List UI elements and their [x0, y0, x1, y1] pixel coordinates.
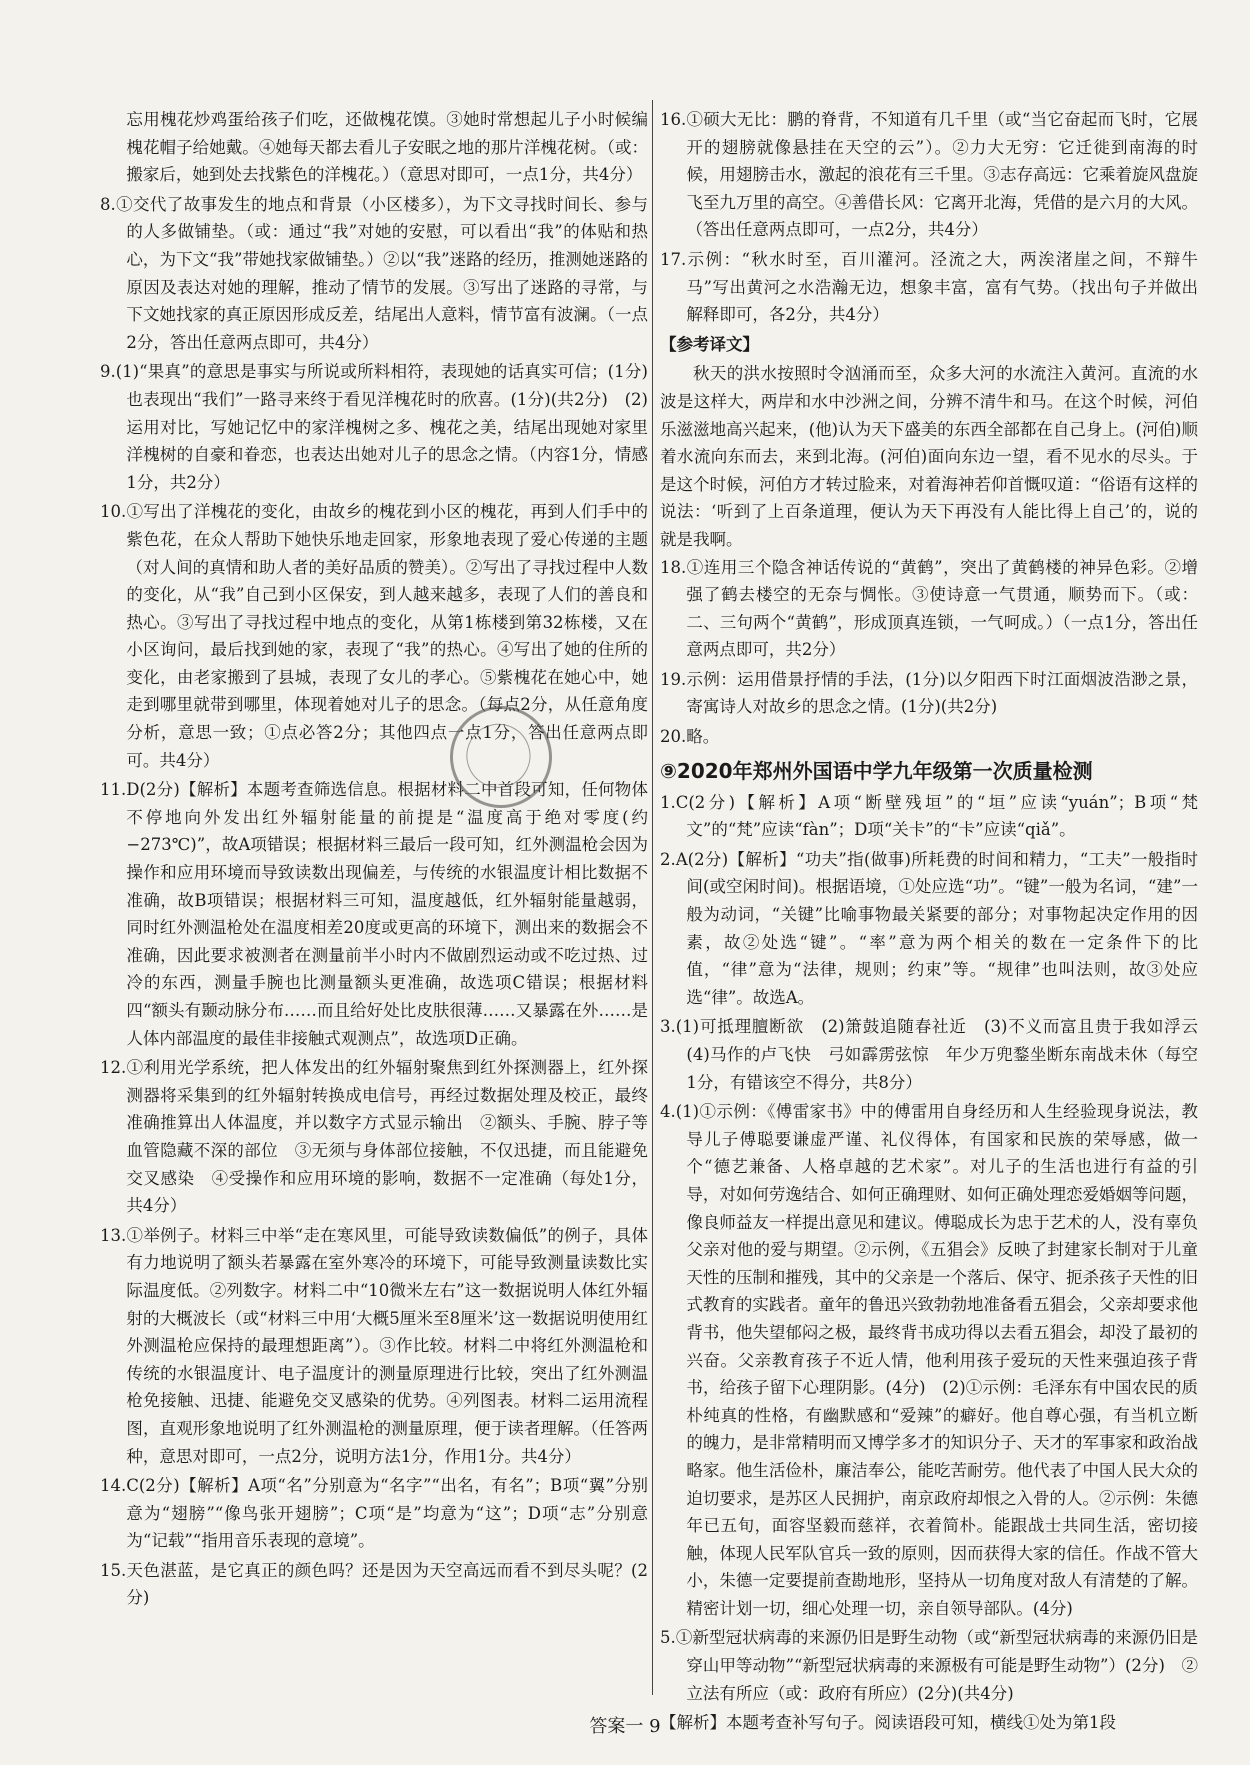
left-column — [100, 106, 648, 1614]
reference-translation-title: 【参考译文】 — [660, 334, 759, 354]
answer-s4: 4.(1)①示例：《傅雷家书》中的傅雷用自身经历和人生经验现身说法，教导儿子傅聪要谦虚严谨、礼仪得体，有国家和民族的荣辱感，做一个“德艺兼备、人格卓越的艺术家”。对儿子的生活也进行有益的引导，对如何劳逸结合、如何正确理财、如何正确处理恋爱婚姻等问题，像良师益友一样提出意见和建议。傅聪成长为忠于艺术的人，没有辜负父亲对他的爱与期望。②示例，《五猖会》反映了封建家长制对于儿童天性的压制和摧残，其中的父亲是一个落后、保守、扼杀孩子天性的旧式教育的实践者。童年的鲁迅兴致勃勃地准备看五猖会，父亲却要求他背书，他失望郁闷之极，最终背书成功得以去看五猖会，却没了最初的兴奋。父亲教育孩子不近人情，他利用孩子爱玩的天性来强迫孩子背书，给孩子留下心理阴影。(4分) (2)①示例：毛泽东有中国农民的质朴纯真的性格，有幽默感和“爱辣”的癖好。他自尊心强，有当机立断的魄力，是非常精明而又博学多才的知识分子、天才的军事家和政治战略家。他生活俭朴，廉洁奉公，能吃苦耐劳。他代表了中国人民大众的迫切要求，是苏区人民拥护，南京政府却恨之入骨的人。②示例：朱德年已五旬，面容坚毅而慈祥，衣着简朴。能跟战士共同生活，密切接触，体现人民军队官兵一致的原则，因而获得大家的信任。作战不管大小，朱德一定要提前查勘地形，坚持从一切角度对敌人有清楚的了解。精密计划一切，细心处理一切，亲自领导部队。(4分) — [660, 1102, 1198, 1618]
page-footer: 答案一 9 — [589, 1716, 661, 1737]
answer-q13: 13.①举例子。材料三中举“走在寒风里，可能导致读数偏低”的例子，具体有力地说明了额头若暴露在室外寒冷的环境下，可能导致测量读数比实际温度低。②列数字。材料二中“10微米左右”这一数据说明人体红外辐射的大概波长（或“材料三中用‘大概5厘米至8厘米’这一数据说明使用红外测温枪应保持的最理想距离”）。③作比较。材料二中将红外测温枪和传统的水银温度计、电子温度计的测量原理进行比较，突出了红外测温枪免接触、迅捷、能避免交叉感染的优势。④列图表。材料二运用流程图，直观形象地说明了红外测温枪的测量原理，便于读者理解。（任答两种，意思对即可，一点2分，说明方法1分，作用1分。共4分） — [100, 1225, 648, 1466]
answer-s1: 1.C(2分)【解析】A项“断壁残垣”的“垣”应读“yuán”；B项“梵文”的“梵”应读“fàn”；D项“关卡”的“卡”应读“qiǎ”。 — [660, 792, 1198, 840]
answer-s5: 5.①新型冠状病毒的来源仍旧是野生动物（或“新型冠状病毒的来源仍旧是穿山甲等动物”“新型冠状病毒的来源极有可能是野生动物”）(2分) ②立法有所应（或：政府有所应）(2分)(共4分) — [660, 1628, 1198, 1703]
right-column — [660, 106, 1215, 1739]
column-divider — [652, 100, 653, 1695]
answer-s2: 2.A(2分)【解析】“功夫”指(做事)所耗费的时间和精力，“工夫”一般指时间(或空闲时间)。根据语境，①处应选“功”。“键”一般为名词，“建”一般为动词，“关键”比喻事物最关紧要的部分；对事物起决定作用的因素，故②处选“键”。“率”意为两个相关的数在一定条件下的比值，“律”意为“法律，规则；约束”等。“规律”也叫法则，故③处应选“律”。故选A。 — [660, 849, 1198, 1007]
answer-q17: 17.示例：“秋水时至，百川灌河。泾流之大，两涘渚崖之间，不辩牛马”写出黄河之水浩瀚无边，想象丰富，富有气势。（找出句子并做出解释即可，各2分，共4分） — [660, 249, 1198, 325]
answer-q10: 10.①写出了洋槐花的变化，由故乡的槐花到小区的槐花，再到人们手中的紫色花，在众人帮助下她快乐地走回家，形象地表现了爱心传递的主题（对人间的真情和助人者的美好品质的赞美）。②写出了寻找过程中人数的变化，从“我”自己到小区保安，到人越来越多，表现了人们的善良和热心。③写出了寻找过程中地点的变化，从第1栋楼到第32栋楼，又在小区询问，最后找到她的家，表现了“我”的热心。④写出了她的住所的变化，由老家搬到了县城，表现了女儿的孝心。⑤紫槐花在她心中，她走到哪里就带到哪里，体现着她对儿子的思念。（每点2分，从任意角度分析，意思一致；①点必答2分；其他四点一点1分，答出任意两点即可。共4分） — [100, 502, 648, 770]
answer-q20: 20.略。 — [660, 727, 720, 747]
answer-q18: 18.①连用三个隐含神话传说的“黄鹤”，突出了黄鹤楼的神异色彩。②增强了鹤去楼空的无奈与惆怅。③使诗意一气贯通，顺势而下。（或：二、三句两个“黄鹤”，形成顶真连锁，一气呵成。）（一点1分，答出任意两点即可，共2分） — [660, 557, 1198, 660]
section-title: ⑨2020年郑州外国语中学九年级第一次质量检测 — [660, 758, 1093, 783]
answer-s3: 3.(1)可抵理膻断欲 (2)箫鼓追随春社近 (3)不义而富且贵于我如浮云 (4)马作的卢飞快 弓如霹雳弦惊 年少万兜鍪坐断东南战未休（每空1分，有错该空不得分，共8分） — [660, 1017, 1215, 1092]
answer-s5-analysis: 【解析】本题考查补写句子。阅读语段可知，横线①处为第1段 — [660, 1713, 1116, 1733]
answer-q9: 9.(1)“果真”的意思是事实与所说或所料相符，表现她的话真实可信；(1分)也表现出“我们”一路寻来终于看见洋槐花时的欣喜。(1分)(共2分) (2)运用对比，写她记忆中的家洋槐树之多、槐花之美，结尾出现她对家里洋槐树的自豪和眷恋，也表达出她对儿子的思念之情。（内容1分，情感1分，共2分） — [100, 362, 648, 492]
answer-q15: 15.天色湛蓝，是它真正的颜色吗？还是因为天空高远而看不到尽头呢？(2分) — [100, 1560, 648, 1608]
answer-q16: 16.①硕大无比：鹏的脊背，不知道有几千里（或“当它奋起而飞时，它展开的翅膀就像悬挂在天空的云”）。②力大无穷：它迁徙到南海的时候，用翅膀击水，激起的浪花有三千里。③志存高远：它乘着旋风盘旋飞至九万里的高空。④善借长风：它离开北海，凭借的是六月的大风。（答出任意两点即可，一点2分，共4分） — [660, 110, 1198, 240]
answer-text: 忘用槐花炒鸡蛋给孩子们吃，还做槐花馍。③她时常想起儿子小时候编槐花帽子给她戴。④她每天都去看儿子安眠之地的那片洋槐花树。（或：搬家后，她到处去找紫色的洋槐花。）（意思对即可，一点1分，共4分） — [126, 110, 648, 185]
reference-translation: 秋天的洪水按照时令汹涌而至，众多大河的水流注入黄河。直流的水波是这样大，两岸和水中沙洲之间，分辨不清牛和马。在这个时候，河伯乐滋滋地高兴起来，(他)认为天下盛美的东西全部都在自己身上。(河伯)顺着水流向东而去，来到北海。(河伯)面向东边一望，看不见水的尽头。于是这个时候，河伯方才转过脸来，对着海神若仰首慨叹道：“俗语有这样的说法：‘听到了上百条道理，便认为天下再没有人能比得上自己’的，说的就是我啊。 — [660, 364, 1198, 549]
answer-q12: 12.①利用光学系统，把人体发出的红外辐射聚焦到红外探测器上，红外探测器将采集到的红外辐射转换成电信号，再经过数据处理及校正，最终准确推算出人体温度，并以数字方式显示输出 ②额头、手腕、脖子等血管隐藏不深的部位 ③无须与身体部位接触，不仅迅捷，而且能避免交叉感染 ④受操作和应用环境的影响，数据不一定准确（每处1分，共4分） — [100, 1058, 648, 1216]
answer-continued — [100, 106, 648, 189]
answer-q8: 8.①交代了故事发生的地点和背景（小区楼多），为下文寻找时间长、参与的人多做铺垫。（或：通过“我”对她的安慰，可以看出“我”的体贴和热心，为下文“我”带她找家做铺垫。）②以“我”迷路的经历，推测她迷路的原因及表达对她的理解，推动了情节的发展。③写出了迷路的寻常，与下文她找家的真正原因形成反差，结尾出人意料，情节富有波澜。（一点2分，答出任意两点即可，共4分） — [100, 194, 648, 352]
answer-q11: 11.D(2分)【解析】本题考查筛选信息。根据材料二中首段可知，任何物体不停地向外发出红外辐射能量的前提是“温度高于绝对零度(约−273℃)”，故A项错误；根据材料三最后一段可知，红外测温枪会因为操作和应用环境而导致读数出现偏差，与传统的水银温度计相比数据不准确，故B项错误；根据材料三可知，温度越低，红外辐射能量越弱，同时红外测温枪处在温度相差20度或更高的环境下，测出来的数据会不准确，因此要求被测者在测量前半小时内不做剧烈运动或不吃过热、过冷的东西，测量手腕也比测量额头更准确，故选项C错误；根据材料四“额头有颞动脉分布……而且给好处比皮肤很薄……又暴露在外……是人体内部温度的最佳非接触式观测点”，故选项D正确。 — [100, 780, 648, 1048]
answer-q14: 14.C(2分)【解析】A项“名”分别意为“名字”“出名，有名”；B项“翼”分别意为“翅膀”“像鸟张开翅膀”；C项“是”均意为“这”；D项“志”分别意为“记载”“指用音乐表现的意境”。 — [100, 1476, 648, 1551]
answer-q19: 19.示例：运用借景抒情的手法，(1分)以夕阳西下时江面烟波浩渺之景，寄寓诗人对故乡的思念之情。(1分)(共2分) — [660, 669, 1198, 717]
